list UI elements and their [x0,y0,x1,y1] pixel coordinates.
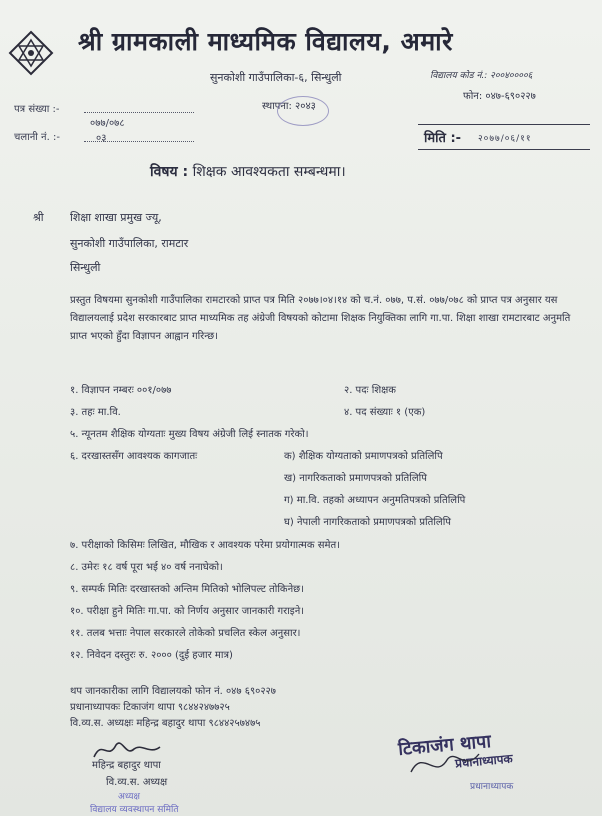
principal-stamp-role: प्रधानाध्यापक [454,751,514,771]
item-1: १. विज्ञापन नम्बरः ००१/०७७ [70,385,172,396]
addressee-line-1: शिक्षा शाखा प्रमुख ज्यू, [70,211,162,224]
addressee-line-3: सिन्धुली [70,261,101,274]
item-8: ८. उमेरः १८ वर्ष पूरा भई ४० वर्ष ननाघेको। [70,562,223,573]
chair-stamp-committee: विद्यालय व्यवस्थापन समिति [90,805,179,815]
subject-label: विषय : [150,164,189,180]
document-d: घ) नेपाली नागरिकताको प्रमाणपत्रको प्रतिलिपि [284,517,451,528]
principal-stamp-name: टिकाजंग थापा [397,730,492,761]
footer-phone: थप जानकारीका लागि विद्यालयको फोन नं. ०४७ ६९०२२७ [70,686,276,697]
subject-line [150,162,346,181]
chair-role: वि.व्य.स. अध्यक्ष [106,777,168,788]
school-address: सुनकोशी गाउँपालिका-६, सिन्धुली [210,71,342,84]
subject-text: शिक्षक आवश्यकता सम्बन्धमा। [192,164,346,180]
school-name: श्री ग्रामकाली माध्यमिक विद्यालय, अमारे [78,27,453,56]
document-c: ग) मा.वि. तहको अध्यापन अनुमतिपत्रको प्रतिलिपि [284,495,466,506]
chair-name: महिन्द्र बहादुर थापा [92,760,161,771]
round-stamp [277,96,329,126]
item-4: ४. पद संख्याः १ (एक) [344,407,426,418]
date-value: २०७७/०६/११ [478,134,532,144]
item-11: ११. तलब भत्ताः नेपाल सरकारले तोकेको प्रचलित स्केल अनुसार। [70,628,301,639]
item-6: ६. दरखास्तसँग आवश्यक कागजातः [70,451,198,462]
school-code: विद्यालय कोड नं.: २००४००००६ [430,71,533,81]
letter-no-label: पत्र संख्या :- [14,104,60,115]
footer-principal: प्रधानाध्यापकः टिकाजंग थापा ९८४४२४७७२५ [70,702,230,713]
date-label: मिति :- [424,131,462,146]
dispatch-value: ०३ [96,133,107,144]
item-7: ७. परीक्षाको किसिमः लिखित, मौखिक र आवश्यक परेमा प्रयोगात्मक समेत। [70,540,340,551]
body-paragraph: प्रस्तुत विषयमा सुनकोशी गाउँपालिका रामटारको प्राप्त पत्र मिति २०७७।०४।१४ को च.नं. ०७७, प.सं. ०७७/०७८ को प्राप्त पत्र अनुसार यस विद्यालयलाई प्रदेश सरकारबाट प्राप्त माध्यमिक तह अंग्रेजी विषयको कोटामा शिक्षक नियुक्तिका लागि गा.पा. शिक्षा शाखा रामटारबाट अनुमति प्राप्त भएको हुँदा विज्ञापन आह्वान गरिन्छ। [70,295,571,342]
item-10: १०. परीक्षा हुने मितिः गा.पा. को निर्णय अनुसार जानकारी गराइने। [70,606,305,617]
nepal-emblem-icon [8,30,54,76]
addressee-shree: श्री [33,211,44,224]
dispatch-label: चलानी नं. :- [14,132,60,143]
item-9: ९. सम्पर्क मितिः दरखास्तको अन्तिम मितिको भोलिपल्ट तोकिनेछ। [70,584,304,595]
item-12: १२. निवेदन दस्तुरः रु. २००० (दुई हजार मात्र) [70,650,233,661]
item-5: ५. न्यूनतम शैक्षिक योग्यताः मुख्य विषय अंग्रेजी लिई स्नातक गरेको। [70,429,309,440]
document-b: ख) नागरिकताको प्रमाणपत्रको प्रतिलिपि [284,473,427,484]
school-phone: फोन: ०४७-६९०२२७ [463,91,536,102]
document-a: क) शैक्षिक योग्यताको प्रमाणपत्रको प्रतिलिपि [284,451,443,462]
footer-chair: वि.व्य.स. अध्यक्षः महिन्द्र बहादुर थापा ९८४४२५७४७५ [70,718,261,729]
established-year: स्थापना: २०४३ [262,101,316,112]
chair-stamp-title: अध्यक्ष [118,792,140,802]
addressee-line-2: सुनकोशी गाउँपालिका, रामटार [70,237,189,250]
principal-signature-icon [405,742,485,784]
principal-role-small: प्रधानाध्यापक [470,782,514,792]
letter-no-line [84,112,194,113]
item-2: २. पदः शिक्षक [344,385,396,396]
item-3: ३. तहः मा.वि. [70,407,121,418]
letter-no-value: ०७७/०७८ [90,118,125,129]
